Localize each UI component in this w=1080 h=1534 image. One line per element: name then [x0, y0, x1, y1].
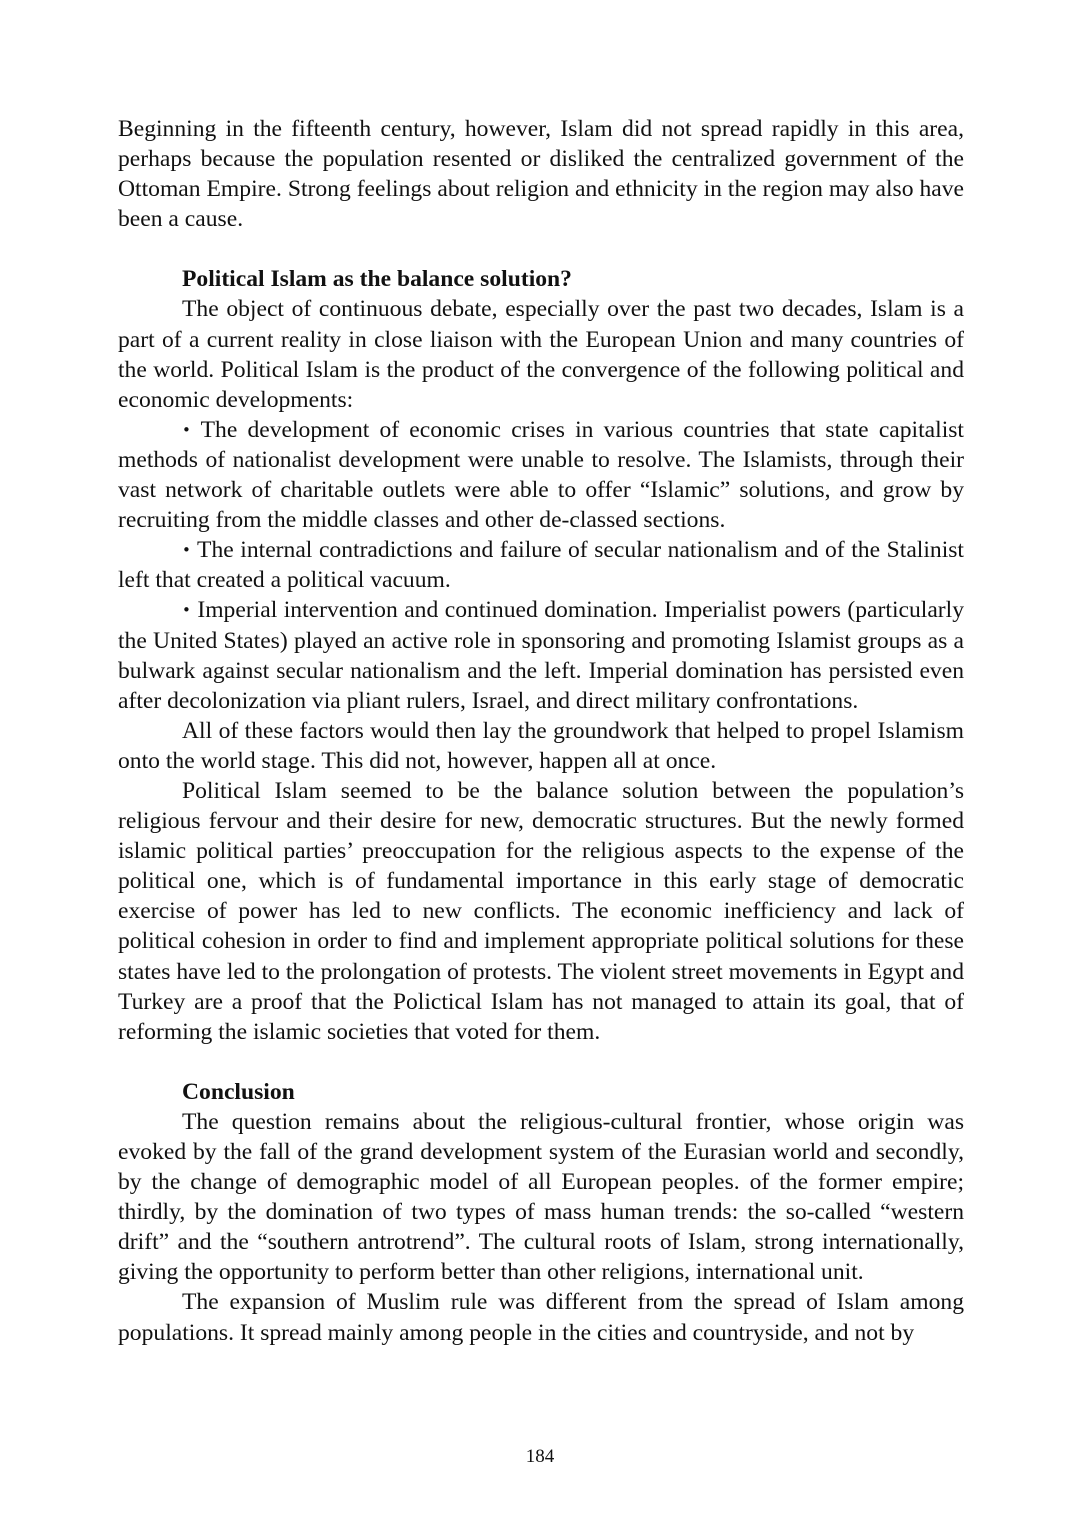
- body-paragraph: The question remains about the religious-cultural frontier, whose origin was evoked by the fall of the grand development system of the Eurasian world and secondly, by the change of demographic model of all European peoples. of the former empire; thirdly, by the domination of two types of mass human trends: the so-called “western drift” and the “southern antrotrend”. The cultural roots of Islam, strong internationally, giving the opportunity to perform better than other religions, international unit.: [118, 1108, 964, 1286]
- section-spacer: [118, 234, 964, 264]
- bullet-text: The internal contradictions and failure of secular nationalism and of the Stalinist left that created a political vacuum.: [118, 537, 964, 594]
- body-paragraph: The expansion of Muslim rule was different from the spread of Islam among populations. It spread mainly among people in the cities and countryside, and not by: [118, 1289, 964, 1346]
- bullet-icon: •: [182, 541, 191, 560]
- bullet-icon: •: [182, 420, 191, 439]
- body-paragraph: The object of continuous debate, especially over the past two decades, Islam is a part of a current reality in close liaison with the European Union and many countries of the world. Political Islam is the product of the convergence of the following political and economic developments:: [118, 296, 964, 413]
- body-paragraph: Political Islam seemed to be the balance solution between the population’s religious fervour and their desire for new, democratic structures. But the newly formed islamic political parties’ preoccupation for the religious aspects to the expense of the political one, which is of fundamental importance in this early stage of democratic exercise of power has led to new conflicts. The economic inefficiency and lack of political cohesion in order to find and implement appropriate political solutions for these states have led to the prolongation of protests. The violent street movements in Egypt and Turkey are a proof that the Polictical Islam has not managed to attain its goal, that of reforming the islamic societies that voted for them.: [118, 777, 964, 1045]
- bullet-text: Imperial intervention and continued domination. Imperialist powers (particularly the United States) played an active role in sponsoring and promoting Islamist groups as a bulwark against secular nationalism and the left. Imperial domination has persisted even after decolonization via pliant rulers, Israel, and direct military confrontations.: [118, 597, 965, 714]
- body-paragraph: All of these factors would then lay the groundwork that helped to propel Islamism onto the world stage. This did not, however, happen all at once.: [118, 717, 964, 774]
- intro-paragraph: Beginning in the fifteenth century, however, Islam did not spread rapidly in this area, perhaps because the population resented or disliked the centralized government of the Ottoman Empire. Strong feelings about religion and ethnicity in the region may also have been a cause.: [118, 116, 964, 233]
- bullet-icon: •: [182, 601, 191, 620]
- section-heading-political-islam: Political Islam as the balance solution?: [182, 266, 572, 293]
- bullet-item-economic-crises: [118, 415, 964, 535]
- section-spacer: [118, 1047, 964, 1077]
- bullet-item-imperial-intervention: [118, 595, 964, 715]
- bullet-text: The development of economic crises in various countries that state capitalist methods of nationalist development were unable to resolve. The Islamists, through their vast network of charitable outlets were able to offer “Islamic” solutions, and grow by recruiting from the middle classes and other de-classed sections.: [118, 416, 964, 534]
- page-number: 184: [525, 1446, 555, 1467]
- section-heading-conclusion: Conclusion: [182, 1078, 295, 1105]
- page-body: [118, 114, 964, 1348]
- bullet-item-secular-nationalism: [118, 535, 964, 595]
